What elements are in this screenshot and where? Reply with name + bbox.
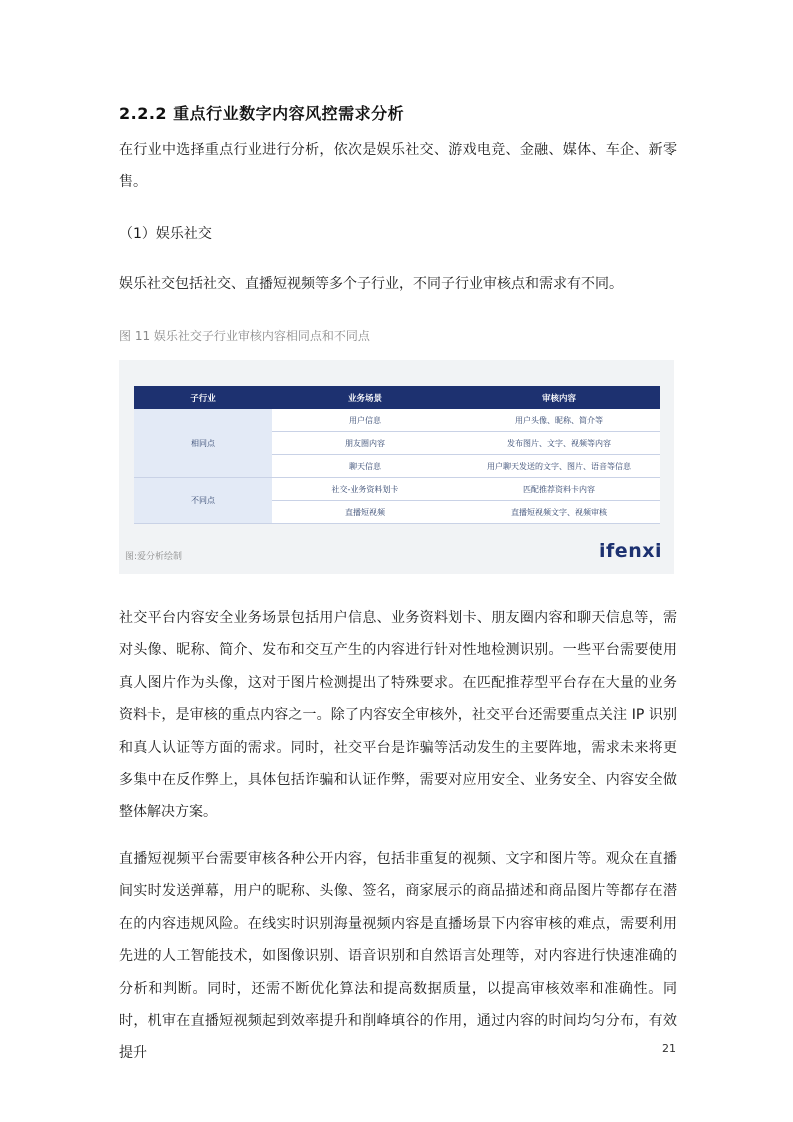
ifenxi-logo: ifenxi xyxy=(599,540,662,562)
content-cell: 匹配推荐资料卡内容 xyxy=(458,478,660,501)
figure-caption: 图 11 娱乐社交子行业审核内容相同点和不同点 xyxy=(119,329,370,343)
content-cell: 发布图片、文字、视频等内容 xyxy=(458,432,660,455)
table-row xyxy=(134,478,660,501)
subsection-heading: （1）娱乐社交 xyxy=(119,226,212,242)
content-cell: 直播短视频文字、视频审核 xyxy=(458,501,660,524)
body-paragraph-live-video: 直播短视频平台需要审核各种公开内容，包括非重复的视频、文字和图片等。观众在直播间实时发送弹幕，用户的昵称、头像、签名，商家展示的商品描述和商品图片等都存在潜在的内容违规风险。在线实时识别海量视频内容是直播场景下内容审核的难点，需要利用先进的人工智能技术，如图像识别、语音识别和自然语言处理等，对内容进行快速准确的分析和判断。同时，还需不断优化算法和提高数据质量，以提高审核效率和准确性。同时，机审在直播短视频起到效率提升和削峰填谷的作用，通过内容的时间均匀分布，有效提升 xyxy=(119,851,677,1062)
figure-panel xyxy=(119,360,674,574)
content-cell: 用户聊天发送的文字、图片、语音等信息 xyxy=(458,455,660,478)
group-cell: 相同点 xyxy=(134,409,272,478)
body-paragraph-social: 社交平台内容安全业务场景包括用户信息、业务资料划卡、朋友圈内容和聊天信息等，需对头像、昵称、简介、发布和交互产生的内容进行针对性地检测识别。一些平台需要使用真人图片作为头像，这对于图片检测提出了特殊要求。在匹配推荐型平台存在大量的业务资料卡，是审核的重点内容之一。除了内容安全审核外，社交平台还需要重点关注 IP 识别和真人认证等方面的需求。同时，社交平台是诈骗等活动发生的主要阵地，需求未来将更多集中在反作弊上，具体包括诈骗和认证作弊，需要对应用安全、业务安全、内容安全做整体解决方案。 xyxy=(119,610,677,821)
intro-paragraph: 在行业中选择重点行业进行分析，依次是娱乐社交、游戏电竞、金融、媒体、车企、新零售。 xyxy=(119,142,677,191)
section-heading: 2.2.2 重点行业数字内容风控需求分析 xyxy=(119,104,405,123)
page-number: 21 xyxy=(662,1042,676,1055)
lead-paragraph: 娱乐社交包括社交、直播短视频等多个子行业，不同子行业审核点和需求有不同。 xyxy=(119,276,623,292)
table-header-cell: 子行业 xyxy=(134,386,272,409)
table-row xyxy=(134,409,660,432)
scene-cell: 直播短视频 xyxy=(272,501,458,524)
comparison-table xyxy=(134,386,660,524)
table-header-cell: 审核内容 xyxy=(458,386,660,409)
scene-cell: 朋友圈内容 xyxy=(272,432,458,455)
content-cell: 用户头像、昵称、简介等 xyxy=(458,409,660,432)
table-header-row xyxy=(134,386,660,409)
scene-cell: 聊天信息 xyxy=(272,455,458,478)
scene-cell: 社交-业务资料划卡 xyxy=(272,478,458,501)
table-header-cell: 业务场景 xyxy=(272,386,458,409)
scene-cell: 用户信息 xyxy=(272,409,458,432)
figure-source: 图:爱分析绘制 xyxy=(125,552,183,562)
group-cell: 不同点 xyxy=(134,478,272,524)
